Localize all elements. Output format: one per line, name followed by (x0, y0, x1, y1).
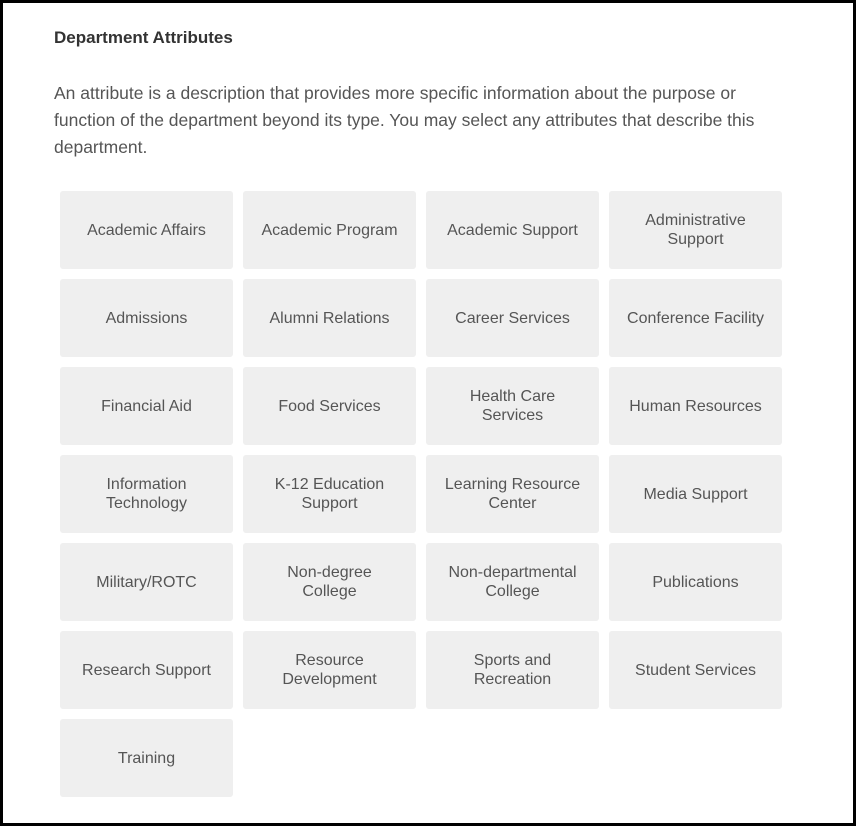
attribute-option[interactable]: Alumni Relations (243, 279, 416, 357)
attribute-option[interactable]: Research Support (60, 631, 233, 709)
attribute-option[interactable]: Conference Facility (609, 279, 782, 357)
attribute-option[interactable]: K-12 Education Support (243, 455, 416, 533)
attribute-option[interactable]: Administrative Support (609, 191, 782, 269)
attribute-option[interactable]: Non-degree College (243, 543, 416, 621)
attribute-option[interactable]: Media Support (609, 455, 782, 533)
attribute-option[interactable]: Career Services (426, 279, 599, 357)
attribute-option[interactable]: Learning Resource Center (426, 455, 599, 533)
attribute-grid (60, 191, 782, 797)
attribute-option[interactable]: Academic Program (243, 191, 416, 269)
attribute-option[interactable]: Training (60, 719, 233, 797)
attribute-option[interactable]: Student Services (609, 631, 782, 709)
attribute-option[interactable]: Human Resources (609, 367, 782, 445)
attribute-option[interactable]: Sports and Recreation (426, 631, 599, 709)
attribute-option[interactable]: Military/ROTC (60, 543, 233, 621)
attribute-option[interactable]: Health Care Services (426, 367, 599, 445)
attribute-option[interactable]: Resource Development (243, 631, 416, 709)
section-description: An attribute is a description that provides more specific information about the purpose or function of the department beyond its type. You may select any attributes that describe this department. (54, 83, 755, 157)
section-title: Department Attributes (54, 28, 233, 47)
attribute-option[interactable]: Publications (609, 543, 782, 621)
attribute-option[interactable]: Food Services (243, 367, 416, 445)
attribute-option[interactable]: Financial Aid (60, 367, 233, 445)
attribute-option[interactable]: Academic Support (426, 191, 599, 269)
attribute-option[interactable]: Academic Affairs (60, 191, 233, 269)
attribute-option[interactable]: Admissions (60, 279, 233, 357)
attribute-option[interactable]: Non-departmental College (426, 543, 599, 621)
attribute-option[interactable]: Information Technology (60, 455, 233, 533)
